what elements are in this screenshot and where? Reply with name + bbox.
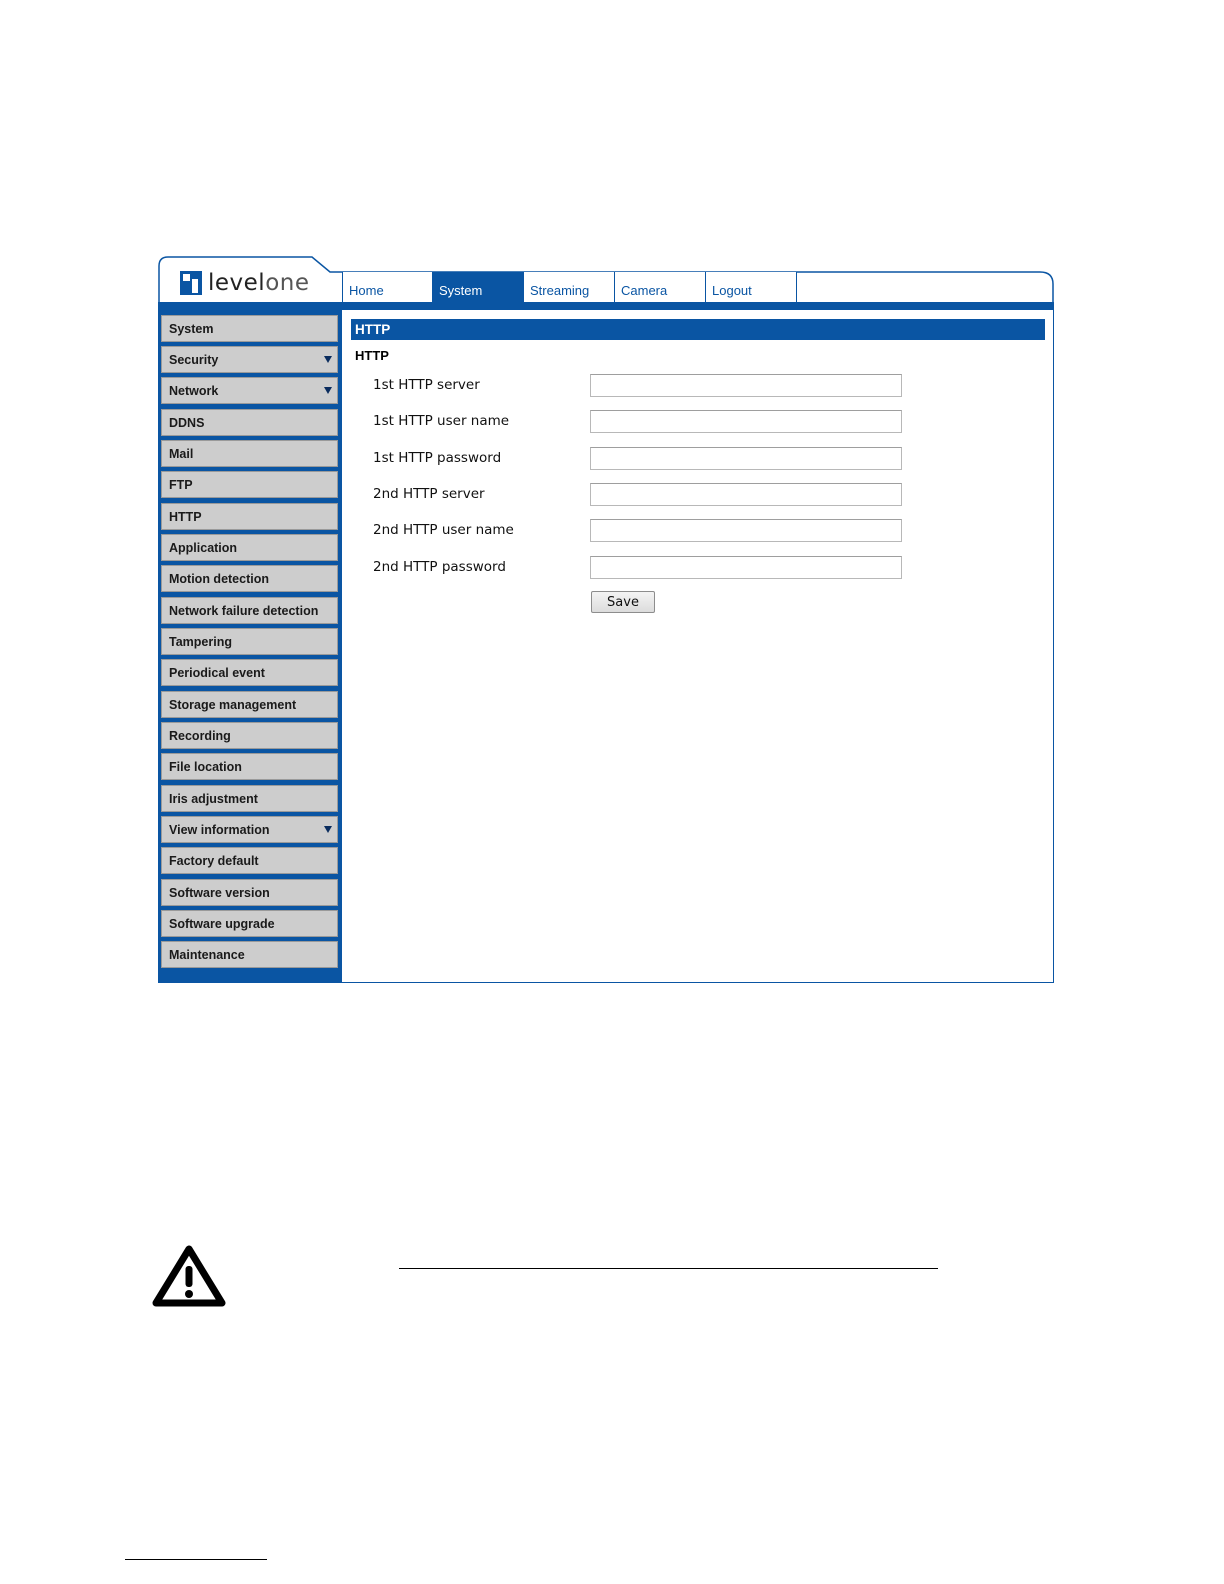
- second-http-server-label: 2nd HTTP server: [373, 486, 485, 502]
- second-http-password-input[interactable]: [590, 556, 902, 579]
- sidebar-item-label: Software upgrade: [169, 917, 275, 931]
- logo-wordmark: levelone: [208, 270, 310, 296]
- sidebar-item-view-information[interactable]: [161, 816, 338, 843]
- dropdown-arrow-icon: [324, 356, 332, 363]
- tab-system[interactable]: System: [433, 272, 524, 302]
- sidebar-item-network[interactable]: [161, 377, 338, 404]
- sidebar-item-label: Storage management: [169, 698, 297, 712]
- sidebar-item-mail[interactable]: [161, 440, 338, 467]
- first-http-user-name-label: 1st HTTP user name: [373, 413, 510, 429]
- sidebar-item-label: Factory default: [169, 854, 259, 868]
- sidebar-item-label: FTP: [169, 478, 193, 492]
- page-title: HTTP: [351, 319, 1045, 340]
- sidebar-item-label: Mail: [169, 447, 194, 461]
- warning-triangle-icon: [152, 1244, 226, 1308]
- footnote-rule: [125, 1559, 267, 1560]
- first-http-user-name-input[interactable]: [590, 410, 902, 433]
- sidebar-item-motion-detection[interactable]: [161, 565, 338, 592]
- sidebar-item-ddns[interactable]: [161, 409, 338, 436]
- sidebar-item-label: Tampering: [169, 635, 232, 649]
- top-nav-tabs: [342, 272, 797, 302]
- sidebar-item-label: Application: [169, 541, 238, 555]
- second-http-password-label: 2nd HTTP password: [373, 559, 506, 575]
- sidebar-item-software-version[interactable]: [161, 879, 338, 906]
- sidebar-item-label: Maintenance: [169, 948, 245, 962]
- sidebar-item-ftp[interactable]: [161, 471, 338, 498]
- sidebar-item-label: DDNS: [169, 416, 205, 430]
- sidebar-item-file-location[interactable]: [161, 753, 338, 780]
- second-http-server-input[interactable]: [590, 483, 902, 506]
- sidebar-item-periodical-event[interactable]: [161, 659, 338, 686]
- sidebar-item-label: Recording: [169, 729, 231, 743]
- sidebar-item-factory-default[interactable]: [161, 847, 338, 874]
- save-button[interactable]: Save: [591, 591, 655, 613]
- levelone-logo-icon: [180, 271, 202, 295]
- sidebar-item-label: Iris adjustment: [169, 792, 258, 806]
- second-http-user-name-label: 2nd HTTP user name: [373, 522, 514, 538]
- sidebar-item-software-upgrade[interactable]: [161, 910, 338, 937]
- sidebar-item-label: Software version: [169, 886, 270, 900]
- sidebar-item-iris-adjustment[interactable]: [161, 785, 338, 812]
- first-http-password-label: 1st HTTP password: [373, 450, 502, 466]
- sidebar-item-security[interactable]: [161, 346, 338, 373]
- sidebar: [158, 310, 342, 983]
- tab-logout[interactable]: Logout: [706, 272, 797, 302]
- first-http-password-input[interactable]: [590, 447, 902, 470]
- sidebar-item-tampering[interactable]: [161, 628, 338, 655]
- tab-home[interactable]: Home: [342, 272, 433, 302]
- dropdown-arrow-icon: [324, 387, 332, 394]
- sidebar-item-label: Motion detection: [169, 572, 269, 586]
- sidebar-item-storage-management[interactable]: [161, 691, 338, 718]
- sidebar-item-label: Security: [169, 353, 219, 367]
- tab-camera[interactable]: Camera: [615, 272, 706, 302]
- main-content: [342, 310, 1054, 983]
- sidebar-item-label: Network failure detection: [169, 604, 319, 618]
- section-title: HTTP: [355, 348, 389, 363]
- tab-streaming[interactable]: Streaming: [524, 272, 615, 302]
- sidebar-item-system[interactable]: [161, 315, 338, 342]
- sidebar-item-label: View information: [169, 823, 270, 837]
- dropdown-arrow-icon: [324, 826, 332, 833]
- header-bar: [158, 302, 1054, 310]
- second-http-user-name-input[interactable]: [590, 519, 902, 542]
- sidebar-item-label: File location: [169, 760, 242, 774]
- levelone-logo: [180, 270, 310, 296]
- sidebar-item-label: Network: [169, 384, 219, 398]
- sidebar-item-recording[interactable]: [161, 722, 338, 749]
- camera-web-ui-screenshot: [158, 256, 1054, 983]
- first-http-server-label: 1st HTTP server: [373, 377, 480, 393]
- note-underline: [399, 1268, 938, 1269]
- sidebar-item-http[interactable]: [161, 503, 338, 530]
- sidebar-item-label: Periodical event: [169, 666, 265, 680]
- sidebar-item-network-failure-detection[interactable]: [161, 597, 338, 624]
- sidebar-item-application[interactable]: [161, 534, 338, 561]
- sidebar-item-label: HTTP: [169, 510, 202, 524]
- sidebar-item-label: System: [169, 322, 214, 336]
- sidebar-item-maintenance[interactable]: [161, 941, 338, 968]
- first-http-server-input[interactable]: [590, 374, 902, 397]
